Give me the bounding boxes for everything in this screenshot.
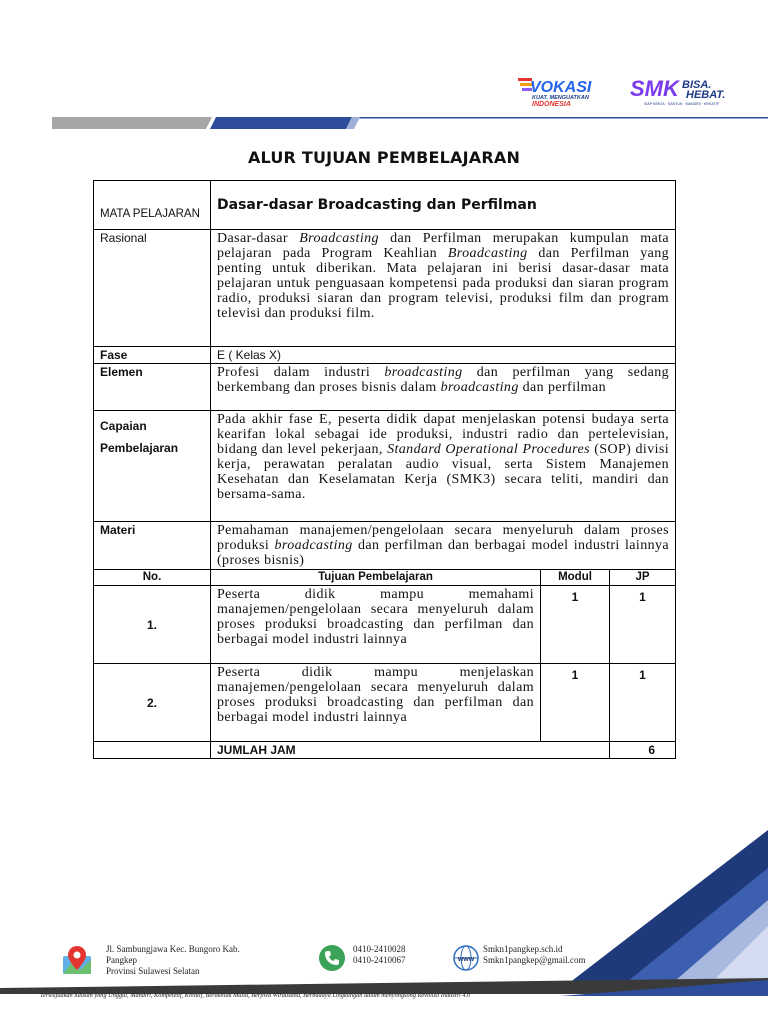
- address-line3: Provinsi Sulawesi Selatan: [106, 966, 200, 976]
- rasional-text: Dasar-dasar Broadcasting dan Perfilman merupakan kumpulan mata pelajaran pada Program Keahlian Broadcasting dan Perfilman yang penting untuk diberikan. Mata pelajaran ini berisi dasar-dasar mata pelajaran untuk penguasaan kompetensi pada produksi dan siaran program radio, produksi siaran dan program televisi, produksi film dan program televisi dan produksi film.: [211, 230, 676, 347]
- fase-value: E ( Kelas X): [211, 347, 676, 364]
- elemen-row: [94, 364, 676, 411]
- row-modul: 1: [541, 664, 610, 742]
- vokasi-logo: [516, 74, 616, 108]
- column-header-modul: Modul: [541, 570, 610, 586]
- vokasi-logo-sub2: INDONESIA: [532, 101, 571, 108]
- header-decoration-bars: [52, 117, 768, 129]
- column-header-tujuan: Tujuan Pembelajaran: [211, 570, 541, 586]
- smk-logo: [630, 74, 748, 108]
- elemen-label: Elemen: [94, 364, 211, 411]
- rasional-row: [94, 230, 676, 347]
- row-objective: Peserta didik mampu memahami manajemen/pengelolaan secara menyeluruh dalam proses produksi broadcasting dan perfilman dan berbagai model industri lainnya: [211, 586, 541, 664]
- footer-contact: [0, 944, 768, 984]
- globe-icon: [452, 944, 480, 972]
- column-header-no: No.: [94, 570, 211, 586]
- materi-text: Pemahaman manajemen/pengelolaan secara menyeluruh dalam proses produksi broadcasting dan perfilman dan berbagai model industri lainnya (proses bisnis): [211, 522, 676, 570]
- smk-logo-sub: SIAP KERJA · SANTUN · MANDIRI · KREATIF: [644, 102, 719, 106]
- vokasi-logo-sub1: KUAT, MENGUATKAN: [532, 95, 589, 101]
- table-row: [94, 664, 676, 742]
- total-label: JUMLAH JAM: [211, 742, 610, 759]
- subject-label: MATA PELAJARAN: [94, 181, 211, 230]
- fase-label: Fase: [94, 347, 211, 364]
- website-link[interactable]: Smkn1pangkep.sch.id: [483, 944, 563, 954]
- subject-value: Dasar-dasar Broadcasting dan Perfilman: [211, 181, 676, 230]
- smk-logo-main: SMK: [630, 76, 679, 101]
- smk-logo-bisa: BISA.: [682, 79, 712, 91]
- elemen-text: Profesi dalam industri broadcasting dan perfilman yang sedang berkembang dan proses bisnis dalam broadcasting dan perfilman: [211, 364, 676, 411]
- address-line1: Jl. Sambungjawa Kec. Bungoro Kab.: [106, 944, 240, 954]
- phone-icon: [318, 944, 346, 972]
- row-number: 1.: [94, 586, 211, 664]
- email-link[interactable]: Smkn1pangkep@gmail.com: [483, 955, 586, 965]
- materi-label: Materi: [94, 522, 211, 570]
- map-location-icon: [60, 944, 94, 978]
- capaian-label: Capaian Pembelajaran: [94, 411, 211, 522]
- total-value: 6: [610, 742, 676, 759]
- rasional-label: Rasional: [94, 230, 211, 347]
- capaian-text: Pada akhir fase E, peserta didik dapat menjelaskan potensi budaya serta kearifan lokal sebagai ide produksi, industri radio dan pertelevisian, bidang dan level pekerjaan, Standard Operational Procedures (SOP) divisi kerja, perawatan peralatan audio visual, serta Sistem Manajemen Kesehatan dan Keselamatan Kerja (SMK3) secara teliti, mandiri dan bersama-sama.: [211, 411, 676, 522]
- page-title: ALUR TUJUAN PEMBELAJARAN: [247, 148, 521, 167]
- total-empty-cell: [94, 742, 211, 759]
- row-objective: Peserta didik mampu menjelaskan manajemen/pengelolaan secara menyeluruh dalam proses produksi broadcasting dan perfilman dan berbagai model industri lainnya: [211, 664, 541, 742]
- row-modul: 1: [541, 586, 610, 664]
- objectives-header-row: [94, 570, 676, 586]
- svg-text:www: www: [457, 956, 475, 963]
- header-logos: [516, 74, 748, 108]
- total-row: [94, 742, 676, 759]
- vokasi-logo-main: VOKASI: [530, 79, 592, 96]
- capaian-row: [94, 411, 676, 522]
- table-row: [94, 586, 676, 664]
- phone-number-2: 0410-2410067: [353, 955, 406, 965]
- materi-row: [94, 522, 676, 570]
- column-header-jp: JP: [610, 570, 676, 586]
- subject-row: [94, 181, 676, 230]
- row-jp: 1: [610, 586, 676, 664]
- address-line2: Pangkep: [106, 955, 137, 965]
- learning-objectives-table: [93, 180, 676, 759]
- phone-number-1: 0410-2410028: [353, 944, 406, 954]
- row-number: 2.: [94, 664, 211, 742]
- smk-logo-hebat: HEBAT.: [686, 89, 726, 101]
- footer-tagline: Terwujudkan lulusan yang Unggul, Mandiri, Kompetetif, Kreatif, Berakhlak Mulia, Berjiwa Wirausaha, Berbudaya Lingkungan dalam menyongsong Revolusi Industri 4.0: [40, 992, 471, 999]
- row-jp: 1: [610, 664, 676, 742]
- fase-row: [94, 347, 676, 364]
